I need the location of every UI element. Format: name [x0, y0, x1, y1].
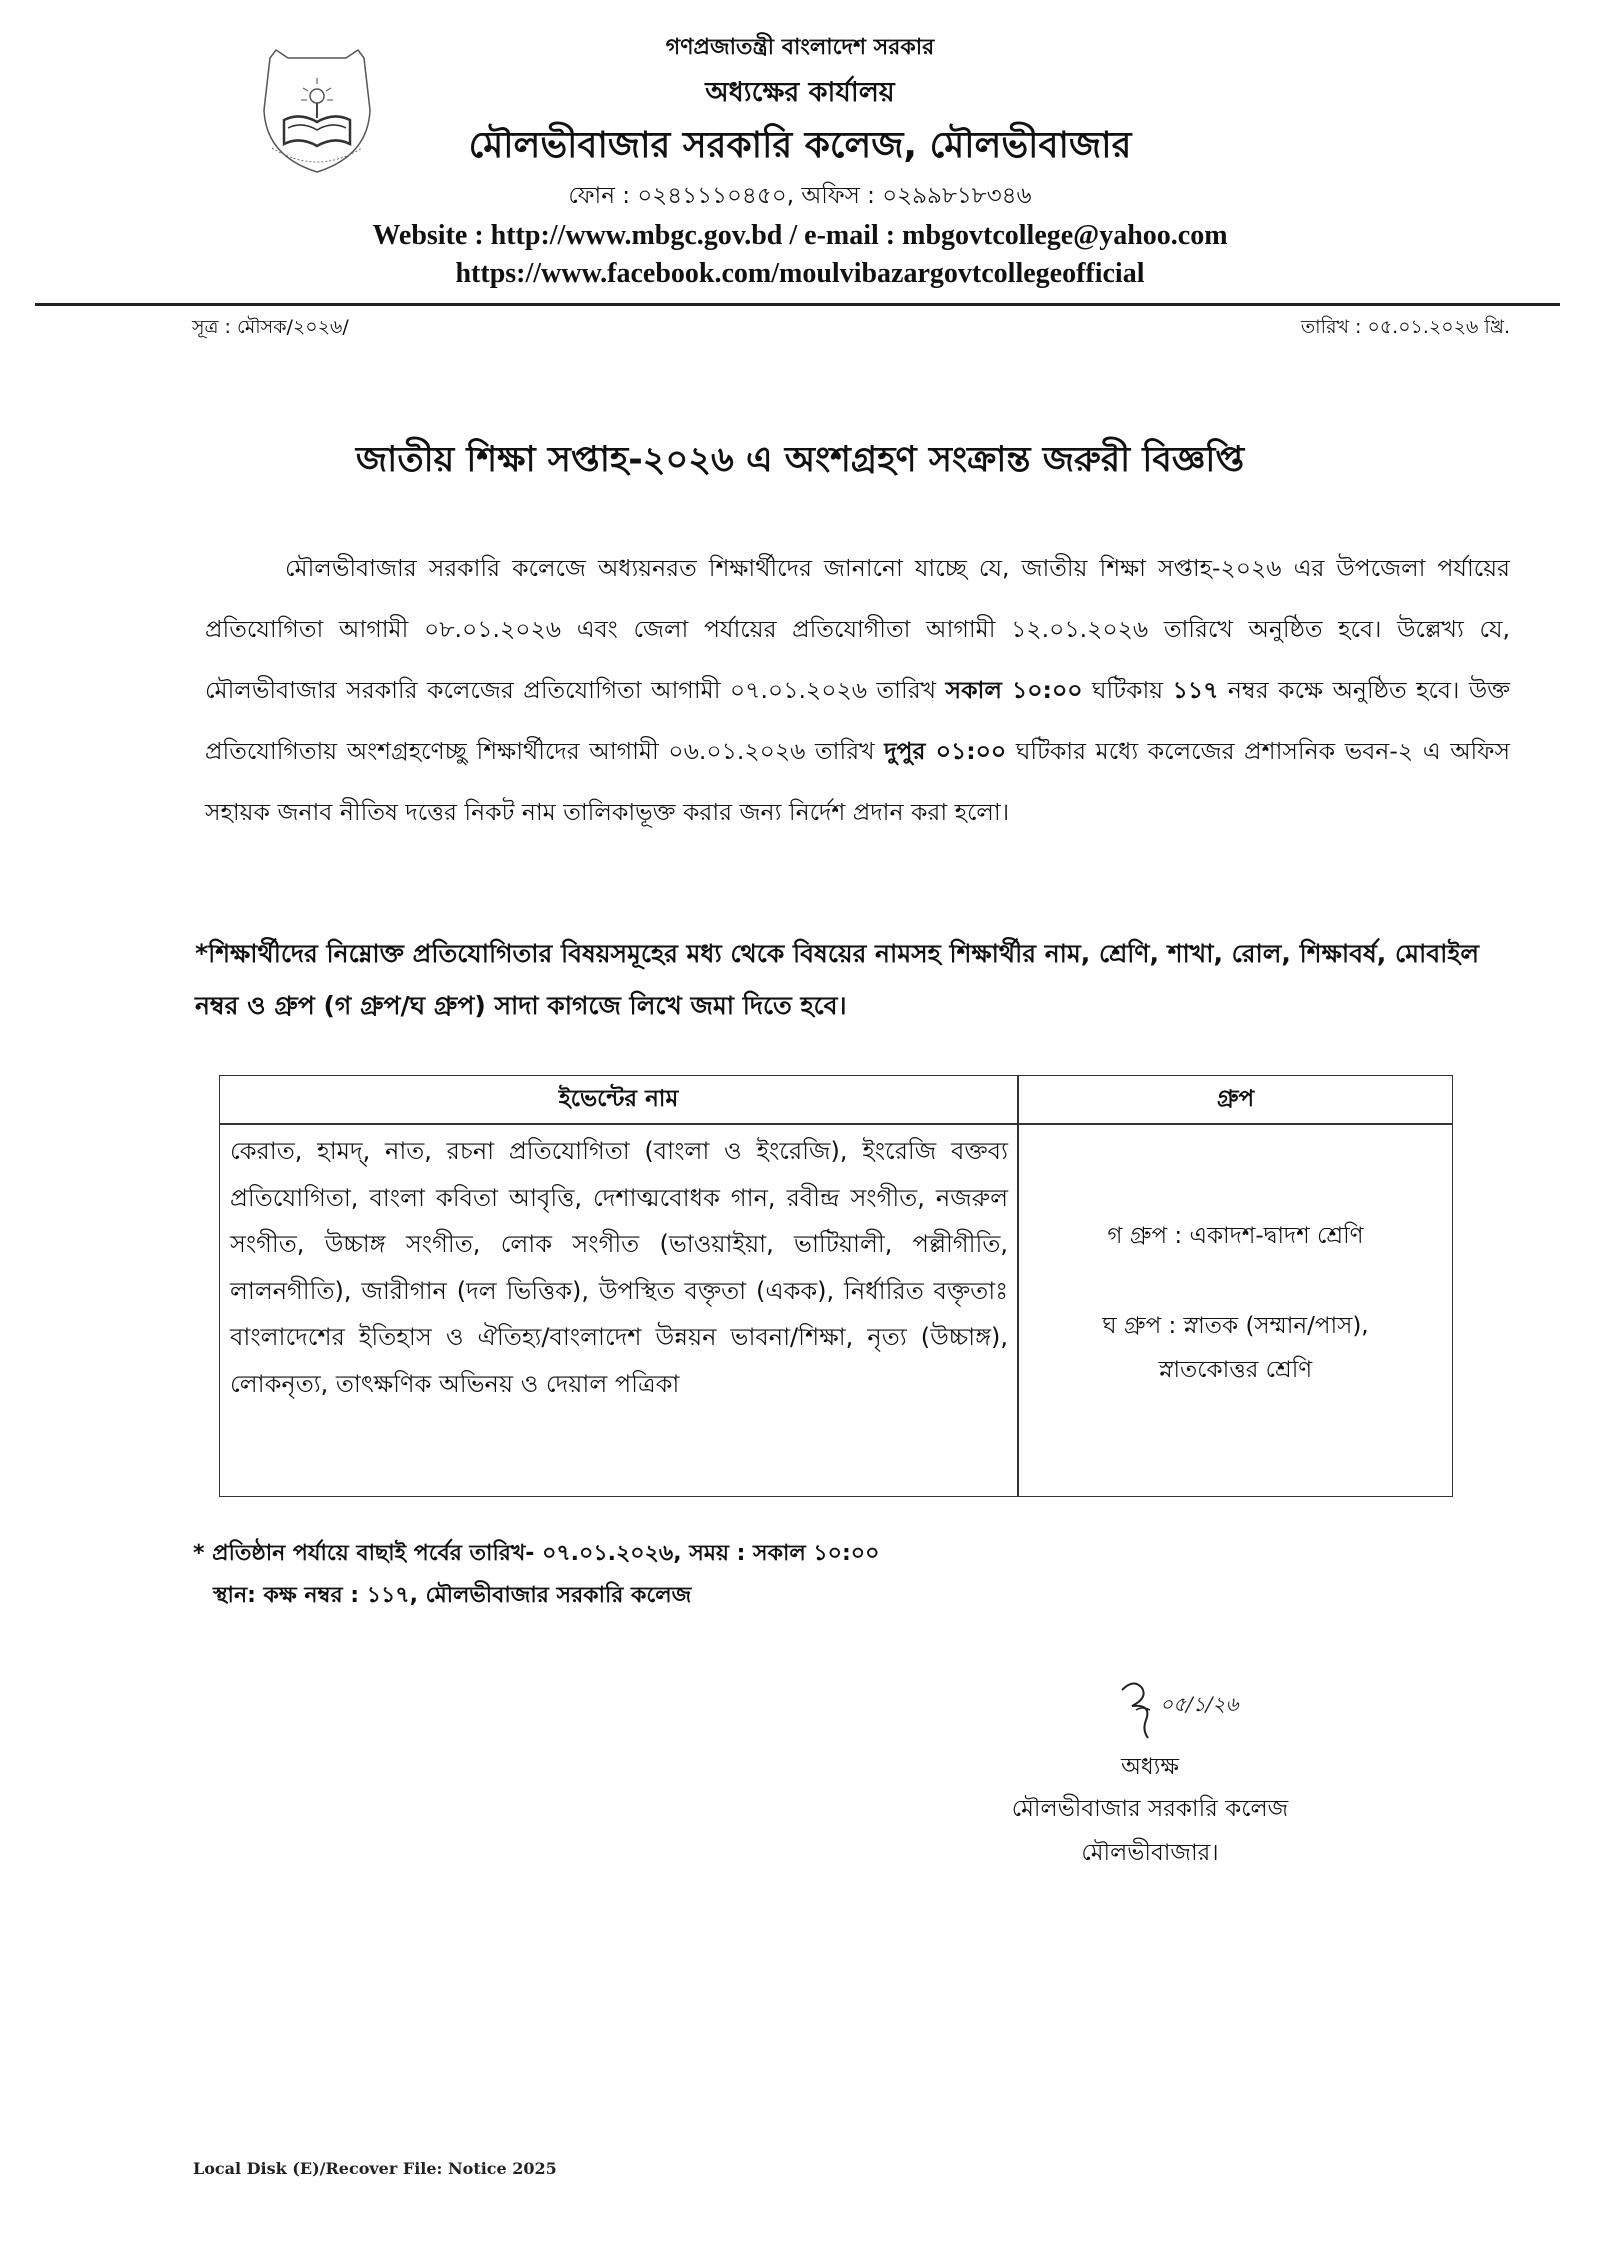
signatory-place: মৌলভীবাজার।	[1081, 1840, 1219, 1866]
notice-body	[205, 538, 1510, 843]
signatory-title: অধ্যক্ষ	[1120, 1754, 1180, 1780]
group-d-line1: ঘ গ্রুপ : স্নাতক (সম্মান/পাস),	[1102, 1313, 1369, 1339]
office-name: অধ্যক্ষের কার্যালয়	[705, 77, 895, 108]
header-divider	[35, 303, 1560, 306]
signature-date: ০৫/১/২৬	[1160, 1692, 1239, 1716]
selection-round-note: * প্রতিষ্ঠান পর্যায়ে বাছাই পর্বের তারিখ- ০৭.০১.২০২৬, সময় : সকাল ১০:০০	[193, 1541, 880, 1566]
submission-instruction: *শিক্ষার্থীদের নিম্নোক্ত প্রতিযোগিতার বিষয়সমূহের মধ্য থেকে বিষয়ের নামসহ শিক্ষার্থীর নাম, শ্রেণি, শাখা, রোল, শিক্ষাবর্ষ, মোবাইল নম্বর ও গ্রুপ (গ গ্রুপ/ঘ গ্রুপ) সাদা কাগজে লিখে জমা দিতে হবে।	[195, 939, 1480, 1020]
body-text-4: ঘটিকার মধ্যে কলেজের প্রশাসনিক ভবন-২ এ অফিস সহায়ক জনাব নীতিষ দত্তের নিকট নাম তালিকাভূক্ত করার জন্য নির্দেশ প্রদান করা হলো।	[205, 737, 1510, 826]
table-cell-group-d	[1019, 1304, 1452, 1392]
table-header-group: গ্রুপ	[1216, 1086, 1255, 1112]
body-text-2: ঘটিকায়	[1092, 676, 1164, 704]
table-cell-events: কেরাত, হামদ্, নাত, রচনা প্রতিযোগিতা (বাংলা ও ইংরেজি), ইংরেজি বক্তব্য প্রতিযোগিতা, বাংলা কবিতা আবৃত্তি, দেশাত্মবোধক গান, রবীন্দ্র সংগীত, নজরুল সংগীত, উচ্চাঙ্গ সংগীত, লোক সংগীত (ভাওয়াইয়া, ভাটিয়ালী, পল্লীগীতি, লালনগীতি), জারীগান (দল ভিত্তিক), উপস্থিত বক্তৃতা (একক), নির্ধারিত বক্তৃতাঃ বাংলাদেশের ইতিহাস ও ঐতিহ্য/বাংলাদেশ উন্নয়ন ভাবনা/শিক্ষা, নৃত্য (উচ্চাঙ্গ), লোকনৃত্য, তাৎক্ষণিক অভিনয় ও দেয়াল পত্রিকা	[230, 1137, 1008, 1398]
table-column-divider	[1017, 1076, 1019, 1496]
body-time-1: সকাল ১০:০০	[945, 676, 1083, 704]
selection-round-venue: স্থান: কক্ষ নম্বর : ১১৭, মৌলভীবাজার সরকারি কলেজ	[213, 1583, 692, 1608]
reference-number: সূত্র : মৌসক/২০২৬/	[192, 316, 349, 338]
facebook-link: https://www.facebook.com/moulvibazargovtcollegeofficial	[455, 258, 1145, 289]
signatory-college: মৌলভীবাজার সরকারি কলেজ	[1011, 1796, 1289, 1822]
notice-date: তারিখ : ০৫.০১.২০২৬ খ্রি.	[1300, 316, 1510, 338]
website-email-line: Website : http://www.mbgc.gov.bd / e-mail : mbgovtcollege@yahoo.com	[372, 220, 1228, 251]
body-room: ১১৭	[1172, 676, 1219, 704]
principal-signature	[1112, 1676, 1287, 1746]
file-path-footer: Local Disk (E)/Recover File: Notice 2025	[193, 2159, 557, 2178]
body-text-3: নম্বর কক্ষে অনুষ্ঠিত হবে। উক্ত প্রতিযোগিতায় অংশগ্রহণেচ্ছু শিক্ষার্থীদের আগামী ০৬.০১.২০২৬ তারিখ	[205, 676, 1510, 765]
table-cell-group-c: গ গ্রুপ : একাদশ-দ্বাদশ শ্রেণি	[1107, 1223, 1364, 1249]
government-name: গণপ্রজাতন্ত্রী বাংলাদেশ সরকার	[665, 35, 935, 60]
table-header-event: ইভেন্টের নাম	[558, 1086, 679, 1112]
body-text-1: মৌলভীবাজার সরকারি কলেজে অধ্যয়নরত শিক্ষার্থীদের জানানো যাচ্ছে যে, জাতীয় শিক্ষা সপ্তাহ-২০২৬ এর উপজেলা পর্যায়ের প্রতিযোগিতা আগামী ০৮.০১.২০২৬ এবং জেলা পর্যায়ের প্রতিযোগীতা আগামী ১২.০১.২০২৬ তারিখে অনুষ্ঠিত হবে। উল্লেখ্য যে, মৌলভীবাজার সরকারি কলেজের প্রতিযোগিতা আগামী ০৭.০১.২০২৬ তারিখ	[205, 554, 1510, 704]
body-time-2: দুপুর ০১:০০	[884, 737, 1007, 765]
group-d-line2: স্নাতকোত্তর শ্রেণি	[1158, 1357, 1313, 1383]
table-header-divider	[220, 1123, 1452, 1125]
events-table	[219, 1075, 1453, 1497]
phone-numbers: ফোন : ০২৪১১১০৪৫০, অফিস : ০২৯৯৮১৮৩৪৬	[568, 183, 1032, 209]
notice-title: জাতীয় শিক্ষা সপ্তাহ-২০২৬ এ অংশগ্রহণ সংক্রান্ত জরুরী বিজ্ঞপ্তি	[355, 440, 1245, 480]
college-name: মৌলভীবাজার সরকারি কলেজ, মৌলভীবাজার	[468, 125, 1132, 166]
